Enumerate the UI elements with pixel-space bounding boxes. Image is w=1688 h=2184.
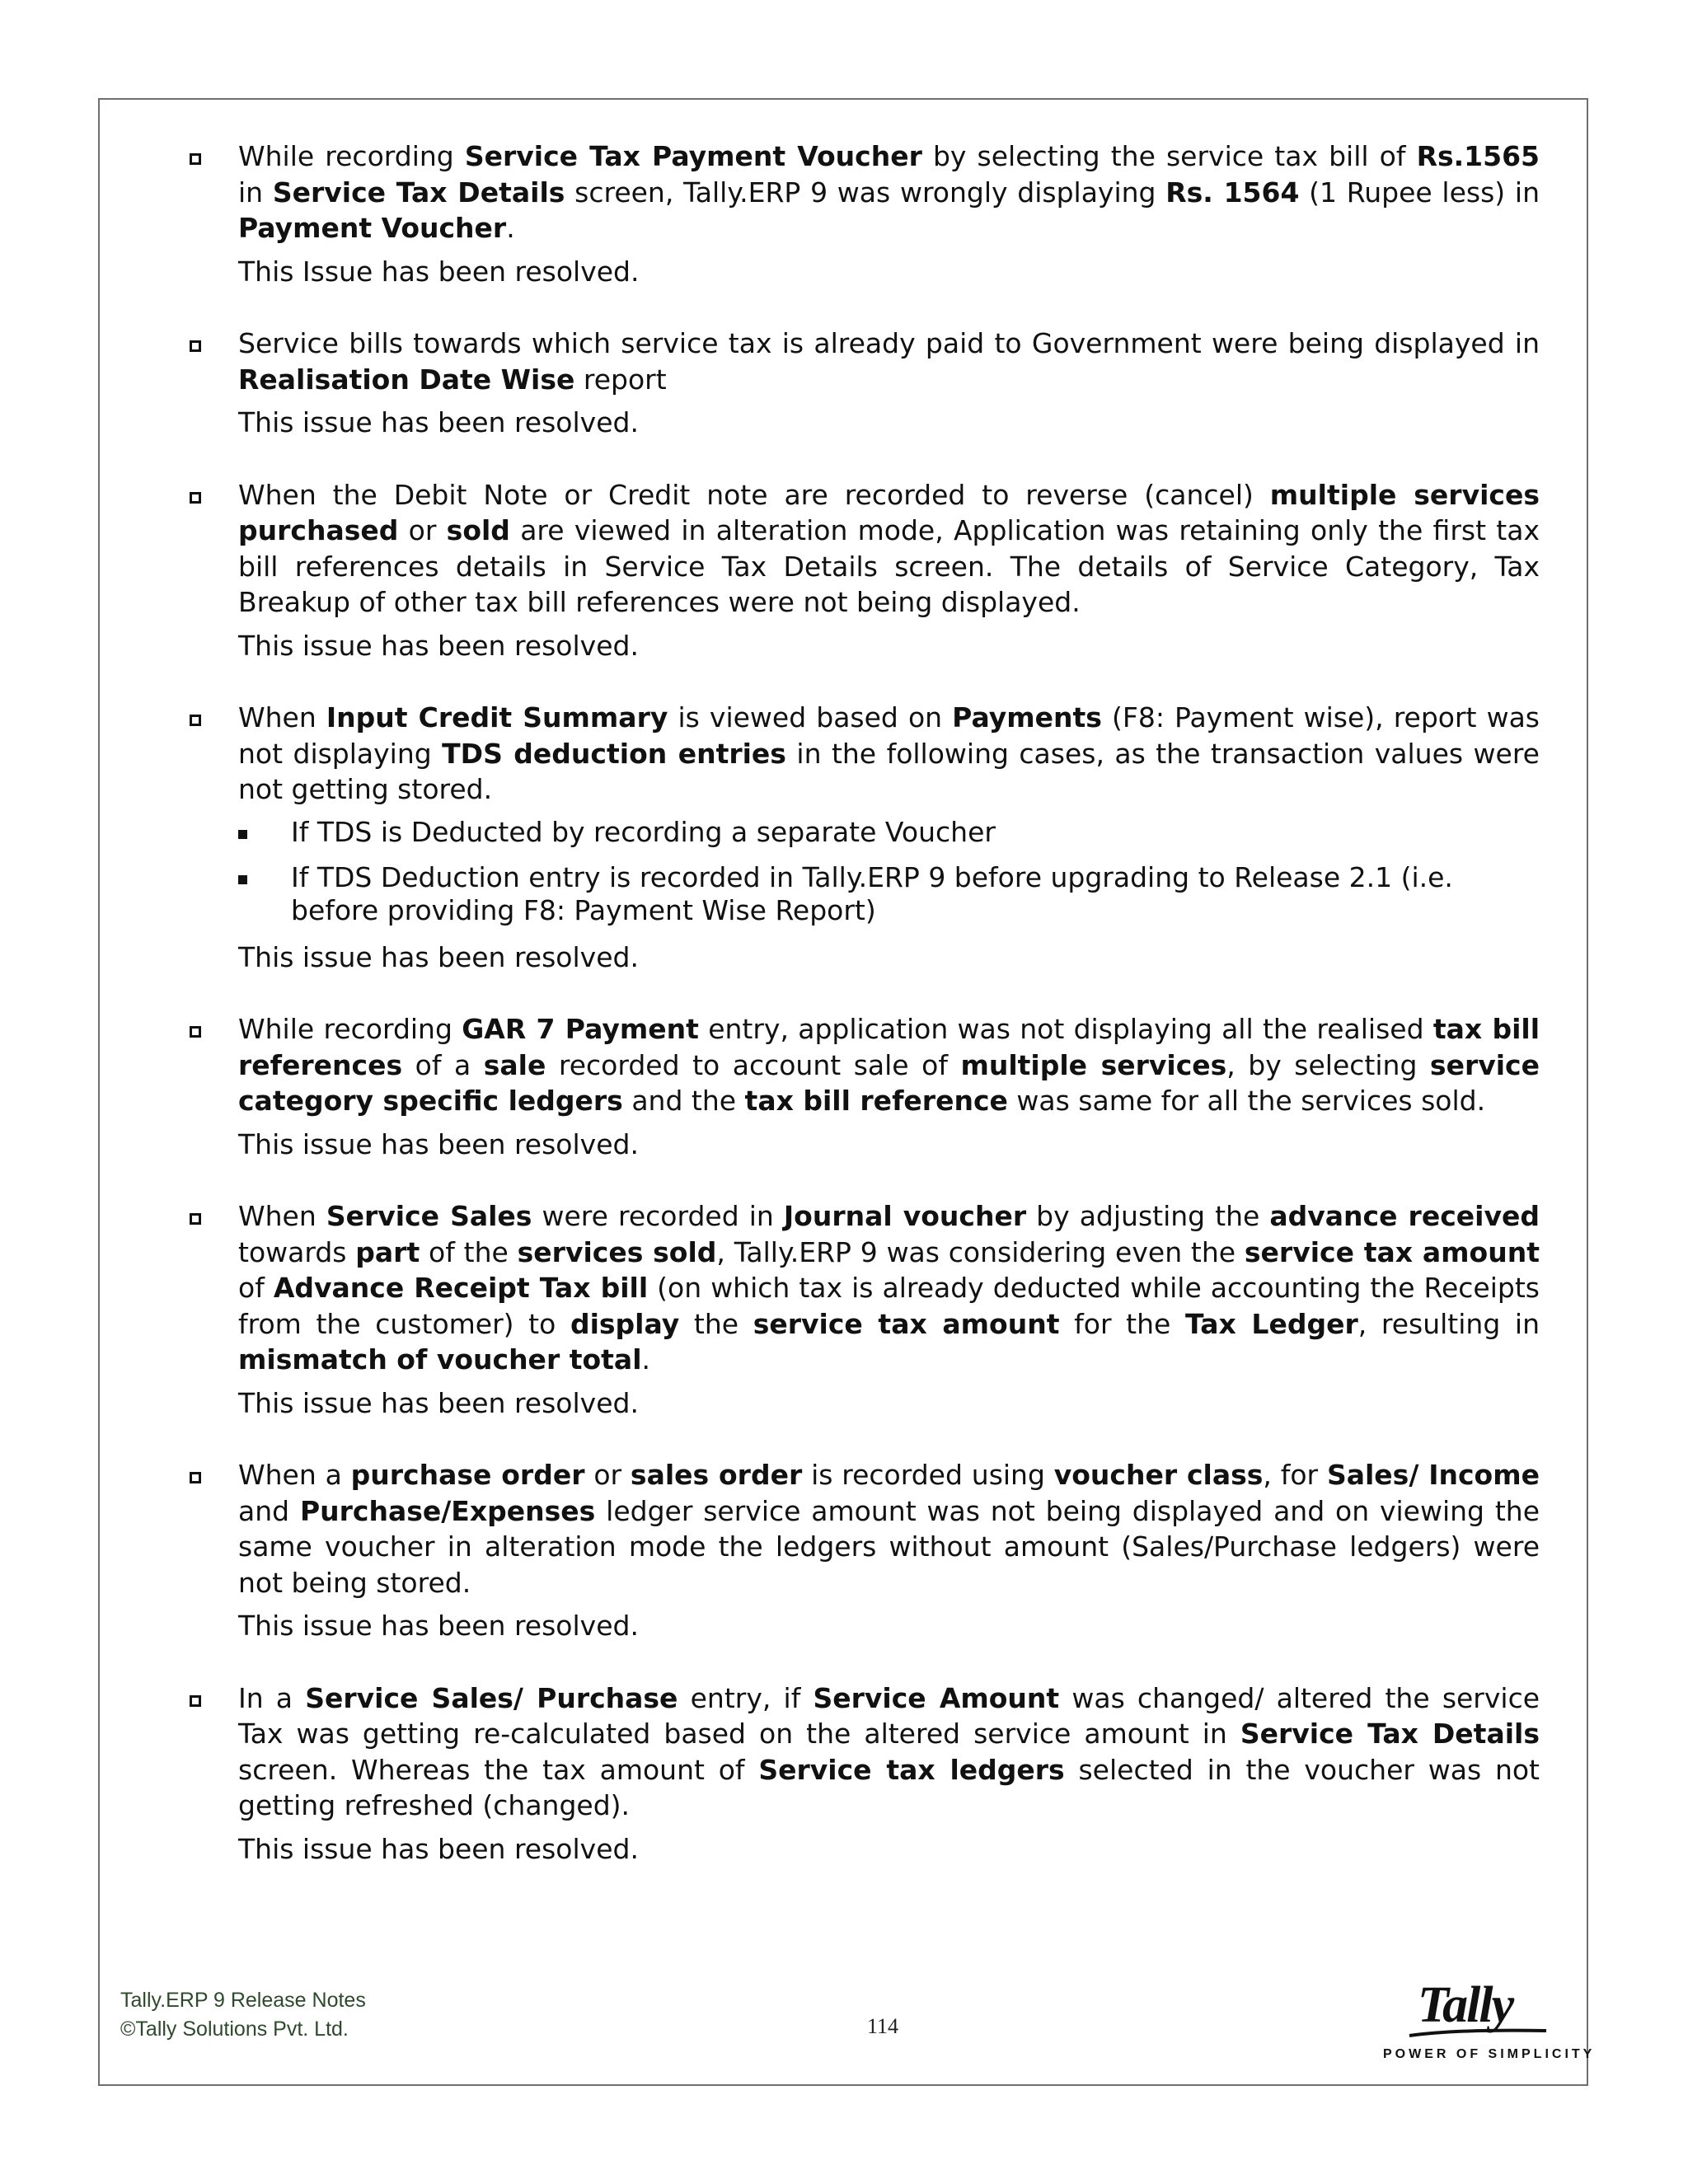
bold-term: advance received <box>1269 1200 1540 1232</box>
hollow-square-bullet-icon <box>190 340 201 352</box>
text-run: towards <box>238 1235 356 1268</box>
bold-term: mismatch of voucher total <box>238 1343 642 1376</box>
hollow-square-bullet-icon <box>190 492 201 504</box>
text-run: selected in the voucher was not getting refreshed (changed). <box>238 1753 1540 1821</box>
issue-item <box>185 326 1540 441</box>
bold-term: Advance Receipt Tax bill <box>273 1272 649 1304</box>
issue-item <box>185 1198 1540 1421</box>
text-run: is viewed based on <box>668 701 953 733</box>
text-run: is recorded using <box>802 1459 1054 1491</box>
text-run: When the Debit Note or Credit note are recorded to reverse (cancel) <box>238 478 1270 511</box>
issue-item <box>185 1457 1540 1644</box>
text-run: was changed/ altered the service Tax was getting re-calculated based on the altered service amount in <box>238 1681 1540 1750</box>
text-run: (1 Rupee less) in <box>1299 176 1540 209</box>
bold-term: Rs.1565 <box>1416 140 1540 172</box>
bold-term: TDS deduction entries <box>442 737 786 770</box>
bold-term: Service Tax Details <box>272 176 565 209</box>
text-run: were recorded in <box>532 1200 784 1232</box>
text-run: , Tally.ERP 9 was considering even the <box>716 1235 1245 1268</box>
text-run: by adjusting the <box>1026 1200 1270 1232</box>
bold-term: part <box>355 1235 420 1268</box>
resolution-status: This issue has been resolved. <box>238 1610 639 1642</box>
bold-term: multiple services purchased <box>238 478 1540 546</box>
text-run: of the <box>420 1235 518 1268</box>
text-run: . <box>506 212 515 244</box>
bold-term: service tax amount <box>753 1307 1060 1340</box>
text-run: the <box>679 1307 753 1340</box>
resolution-status: This issue has been resolved. <box>238 1127 639 1160</box>
text-run: or <box>584 1459 631 1491</box>
resolution-status: This issue has been resolved. <box>238 629 639 662</box>
bold-term: Service Sales <box>326 1200 532 1232</box>
bold-term: service tax amount <box>1244 1235 1540 1268</box>
text-run: by selecting the service tax bill of <box>921 140 1417 172</box>
text-run: . <box>641 1343 651 1376</box>
issue-description <box>238 700 1540 808</box>
bold-term: sale <box>483 1048 546 1081</box>
bold-term: GAR 7 Payment <box>462 1013 699 1045</box>
bold-term: Payments <box>952 701 1102 733</box>
issue-item <box>185 1011 1540 1162</box>
bold-term: Journal voucher <box>783 1200 1027 1232</box>
sub-list <box>238 816 1540 927</box>
text-run: While recording <box>238 140 465 172</box>
text-run: and <box>238 1494 300 1527</box>
resolution-status: This issue has been resolved. <box>238 1386 639 1419</box>
resolution-status: This issue has been resolved. <box>238 406 639 438</box>
logo-wordmark: Tally <box>1418 1977 1513 2033</box>
text-run: in the following cases, as the transaction values were not getting stored. <box>238 737 1540 805</box>
resolution-status: This Issue has been resolved. <box>238 255 640 288</box>
bold-term: services sold <box>517 1235 717 1268</box>
page-number: 114 <box>867 2014 899 2038</box>
bold-term: Service Tax Payment Voucher <box>464 140 922 172</box>
text-run: was same for all the services sold. <box>1007 1085 1486 1117</box>
bold-term: Tax Ledger <box>1184 1307 1358 1340</box>
text-run: entry, if <box>678 1681 814 1714</box>
text-run: entry, application was not displaying all the realised <box>698 1013 1433 1045</box>
text-run: in <box>238 176 273 209</box>
sub-list-item <box>238 816 1540 849</box>
text-run: When <box>238 701 326 733</box>
filled-square-bullet-icon <box>238 830 247 839</box>
text-run: recorded to account sale of <box>546 1048 961 1081</box>
text-run: When a <box>238 1459 351 1491</box>
text-run: or <box>398 514 447 546</box>
bold-term: display <box>570 1307 680 1340</box>
bold-term: Input Credit Summary <box>326 701 668 733</box>
text-run: of <box>238 1272 274 1304</box>
text-run: , by selecting <box>1226 1048 1430 1081</box>
bold-term: Service tax ledgers <box>758 1753 1065 1786</box>
bold-term: tax bill references <box>238 1013 1540 1081</box>
resolution-status: This issue has been resolved. <box>238 940 639 973</box>
issue-description <box>238 477 1540 621</box>
text-run: screen, Tally.ERP 9 was wrongly displaying <box>565 176 1166 209</box>
bold-term: purchase order <box>350 1459 585 1491</box>
text-run: (F8: Payment wise), report was not displaying <box>238 701 1540 770</box>
filled-square-bullet-icon <box>238 875 247 884</box>
bold-term: Service Amount <box>813 1681 1060 1714</box>
text-run: report <box>574 363 667 396</box>
issue-item <box>185 138 1540 289</box>
text-run: are viewed in alteration mode, Application was retaining only the first tax bill references details in Service Tax Details screen. The details of Service Category, Tax Breakup of other tax bill references were not being displayed. <box>238 514 1540 618</box>
text-run: ledger service amount was not being displayed and on viewing the same voucher in alteration mode the ledgers without amount (Sales/Purchase ledgers) were not being stored. <box>238 1494 1540 1599</box>
hollow-square-bullet-icon <box>190 1472 201 1483</box>
issue-description <box>238 1457 1540 1601</box>
text-run: (on which tax is already deducted while accounting the Receipts from the customer) to <box>238 1272 1540 1340</box>
text-run: , for <box>1263 1459 1327 1491</box>
issue-description <box>238 1680 1540 1824</box>
text-run: of a <box>402 1048 484 1081</box>
logo-swoosh-icon <box>1408 2027 1548 2039</box>
bold-term: voucher class <box>1053 1459 1264 1491</box>
footer-document-info <box>120 1986 366 2044</box>
bold-term: Service Sales/ Purchase <box>305 1681 678 1714</box>
bold-term: sold <box>446 514 510 546</box>
hollow-square-bullet-icon <box>190 153 201 165</box>
logo-tagline: POWER OF SIMPLICITY <box>1383 2047 1596 2061</box>
tally-logo <box>1375 1976 1596 2067</box>
resolution-status: This issue has been resolved. <box>238 1832 639 1865</box>
bold-term: Rs. 1564 <box>1165 176 1300 209</box>
bold-term: Realisation Date Wise <box>238 363 575 396</box>
footer-doc-title: Tally.ERP 9 Release Notes <box>120 1989 366 2012</box>
hollow-square-bullet-icon <box>190 1695 201 1707</box>
footer-copyright: ©Tally Solutions Pvt. Ltd. <box>120 2018 349 2041</box>
issue-item <box>185 1680 1540 1868</box>
bold-term: tax bill reference <box>744 1085 1008 1117</box>
text-run: When <box>238 1200 326 1232</box>
issue-description <box>238 1198 1540 1378</box>
text-run: , resulting in <box>1357 1307 1540 1340</box>
text-run: for the <box>1059 1307 1185 1340</box>
issue-description <box>238 326 1540 397</box>
bold-term: sales order <box>630 1459 803 1491</box>
sub-list-item <box>238 861 1540 927</box>
issue-description <box>238 1011 1540 1119</box>
issue-item <box>185 700 1540 975</box>
bold-term: Sales/ Income <box>1326 1459 1540 1491</box>
release-notes-list <box>185 138 1540 1903</box>
bold-term: Service Tax Details <box>1240 1718 1540 1750</box>
hollow-square-bullet-icon <box>190 1026 201 1038</box>
text-run: While recording <box>238 1013 462 1045</box>
text-run: Service bills towards which service tax is already paid to Government were being displayed in <box>238 327 1540 359</box>
text-run: In a <box>238 1681 306 1714</box>
bold-term: multiple services <box>960 1048 1227 1081</box>
hollow-square-bullet-icon <box>190 1213 201 1225</box>
sub-list-item-text: If TDS Deduction entry is recorded in Tally.ERP 9 before upgrading to Release 2.1 (i.e. before providing F8: Payment Wise Report) <box>291 860 1453 926</box>
bold-term: Payment Voucher <box>238 212 507 244</box>
text-run: screen. Whereas the tax amount of <box>238 1753 759 1786</box>
bold-term: Purchase/Expenses <box>299 1494 596 1527</box>
hollow-square-bullet-icon <box>190 715 201 726</box>
sub-list-item-text: If TDS is Deducted by recording a separate Voucher <box>291 815 996 848</box>
issue-item <box>185 477 1540 664</box>
text-run: and the <box>622 1085 745 1117</box>
issue-description <box>238 138 1540 246</box>
bold-term: service category specific ledgers <box>238 1048 1540 1117</box>
